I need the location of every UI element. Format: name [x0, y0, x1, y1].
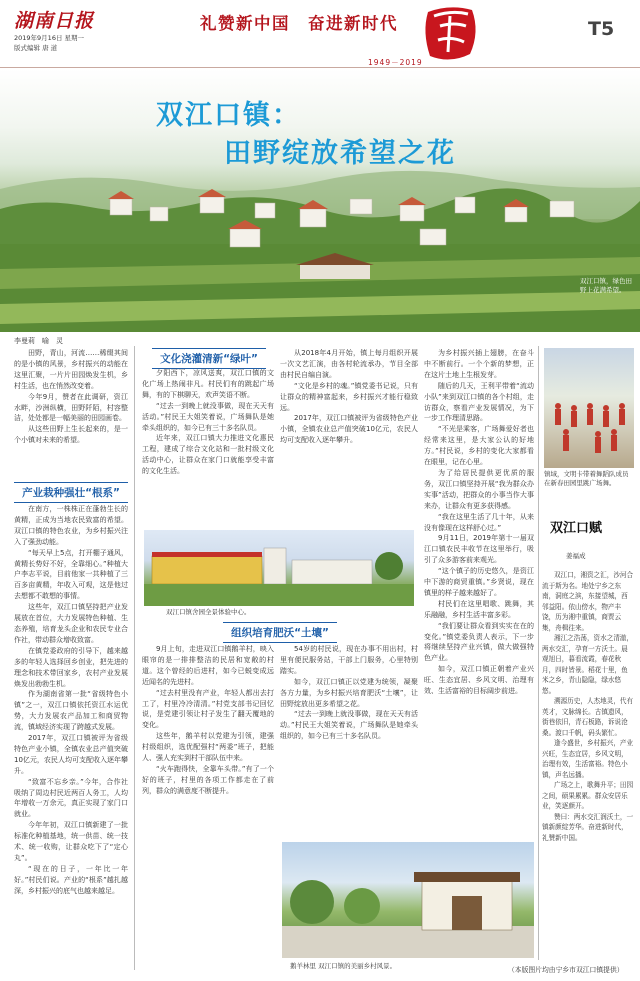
- lead-paragraph: 从这些田野上生长起来的，是一个小镇对未来的希望。: [14, 425, 128, 445]
- square-dance-caption: 镇域，文明卡带着舞蹈队成员在新春田园里跳广场舞。: [544, 470, 629, 487]
- seventy-seal-icon: [420, 2, 482, 66]
- body-paragraph: “过去村里没有产业，年轻人都出去打工了，村里冷冷清清。”村党支部书记回忆说，是党建引领让村子发生了翻天覆地的变化。: [142, 688, 274, 730]
- section-organization-body-right: [280, 644, 418, 830]
- section-heading-organization: 组织培育肥沃“土壤”: [142, 622, 418, 643]
- newspaper-logo: 湖南日报: [14, 10, 95, 32]
- headline-line2: 田野绽放希望之花: [224, 138, 456, 169]
- body-paragraph: 9月上旬，走进双江口镇鹅羊村，映入眼帘的是一排排整洁的民居和宽敞的村道。这个曾经的后进村，如今已蜕变成远近闻名的先进村。: [142, 645, 274, 686]
- village-gate-caption: 鹅羊林里 双江口镇的美丽乡村风景。: [290, 962, 397, 970]
- body-paragraph: 2017年，双江口镇被评为省级特色产业小镇，全镇农业总产值突破10亿元，农民人均可支配收入逐年攀升。: [280, 414, 418, 445]
- page-number: T5: [588, 18, 615, 40]
- body-paragraph: 如今，双江口镇正朝着产业兴旺、生态宜居、乡风文明、治理有效、生活富裕的目标阔步前进。: [424, 665, 534, 696]
- section-culture-body-right: [280, 348, 418, 528]
- byline: 李曼莉 喻 灵: [14, 337, 63, 345]
- body-paragraph: 如今，双江口镇正以党建为统领，凝聚各方力量，为乡村振兴培育肥沃“土壤”，让田野绽放出更多希望之花。: [280, 677, 418, 708]
- body-paragraph: “现在的日子，一年比一年好。”村民们说。产业的“根系”越扎越深，乡村振兴的底气也越来越足。: [14, 864, 128, 895]
- article-headline: [156, 97, 456, 173]
- column-divider: [134, 346, 135, 970]
- headline-line1: 双江口镇：: [156, 100, 301, 131]
- photo-credit: （本版图片均由宁乡市双江口镇提供）: [508, 966, 624, 974]
- body-paragraph: 这些年，双江口镇坚持把产业发展放在首位，大力发展特色种植、生态养殖，培育龙头企业和农民专业合作社，带动群众增收致富。: [14, 603, 128, 644]
- dancers-icon: [544, 348, 634, 468]
- lead-paragraph: 田野，青山，河流……稀缀其间的是小镇的风景，乡村振兴的动能在这里汇聚，一片片田园焕发生机，乡村生活，也在悄然改变着。: [14, 349, 128, 390]
- body-paragraph: 随后的几天，王利平带着“流动小队”来到双江口镇的各个村组，走访群众，察看产业发展情况，为下一步工作理清思路。: [424, 381, 534, 423]
- poem-paragraph: 双江口，湘资之汇，沙河合流于斯为名。地处宁乡之东南，洞庭之滨，东接望城，西邻益阳。依山傍水，物产丰饶，历为湘中重镇，商贾云集，舟楫往来。: [542, 571, 634, 632]
- issue-editor: 版式编辑 唐 道: [14, 44, 58, 52]
- lead-paragraphs: [14, 348, 128, 470]
- body-paragraph: 2017年，双江口镇被评为省级特色产业小镇，全镇农业总产值突破10亿元，农民人均可支配收入逐年攀升。: [14, 734, 128, 775]
- body-paragraph: “这个镇子的历史悠久，是资江中下游的商贸重镇。”乡贤说，现在镇里的样子越来越好了。: [424, 567, 534, 597]
- anniversary-slogan: 礼赞新中国 奋进新时代: [200, 14, 398, 33]
- body-paragraph: “致富不忘乡亲。”今年，合作社吸纳了周边村民近两百人务工，人均年增收一万余元，真正实现了家门口就业。: [14, 777, 128, 819]
- square-dance-photo: [544, 348, 634, 468]
- poem-paragraph: 湘江之浩荡，资水之清澈，两水交汇，孕育一方沃土。晨观旭日，暮看流霞，春花秋月，四时皆景。稻花十里，鱼米之乡，青山隐隐，绿水悠悠。: [542, 634, 634, 695]
- hero-caption: 双江口镇，绿色田野上花满希望。: [580, 277, 632, 294]
- culture-center-photo: [144, 530, 414, 606]
- section-culture-body-left: [142, 368, 274, 528]
- body-paragraph: “过去一到晚上就没事做，现在天天有活动。”村民王大姐笑着说，广场舞队是她牵头组织的，如今已有三十多名队员。: [280, 710, 418, 741]
- body-paragraph: 为乡村振兴插上翅膀，在奋斗中不断前行。一个个新的梦想，正在这片土地上生根发芽。: [424, 349, 534, 379]
- hero-aerial-photo: [0, 69, 640, 332]
- section-organization-body-left: [142, 644, 274, 972]
- section-continued-body: [424, 348, 534, 834]
- body-paragraph: 在南方，一株株正在蓬勃生长的黄精，正成为当地农民致富的希望。双江口镇的特色农业，为乡村振兴注入了强劲动能。: [14, 505, 128, 546]
- issue-info: [14, 33, 84, 53]
- poem-paragraph: 逢今盛世，乡村振兴，产业兴旺，生态宜居，乡风文明，治理有效，生活富裕。特色小镇，声名远播。: [542, 739, 634, 779]
- body-paragraph: 9月11日，2019年第十一届双江口镇农民丰收节在这里举行，吸引了众多游客前来观光。: [424, 534, 534, 565]
- body-paragraph: 近年来，双江口镇大力推进文化惠民工程，建成了综合文化站和一批村级文化活动中心，让群众在家门口就能享受丰富的文化生活。: [142, 434, 274, 476]
- body-paragraph: 今年年初，双江口镇新建了一批标准化种植基地，统一供苗、统一技术、统一收购，让群众吃下了“定心丸”。: [14, 821, 128, 862]
- village-gate-photo: [282, 842, 534, 958]
- body-paragraph: 作为湖南省第一批“省级特色小镇”之一，双江口镇依托资江水运优势，大力发展农产品加工和商贸物流，镇域经济实现了跨越式发展。: [14, 690, 128, 732]
- poem-paragraph: 溯源历史，人杰地灵，代有英才，文脉绵长。古镇遗风，街巷依旧，青石板路，诉说沧桑。渡口千帆，码头繁忙。: [542, 697, 634, 737]
- culture-center-caption: 双江口镇舍园全景体验中心。: [166, 608, 251, 616]
- fu-author: 姜福成: [566, 552, 586, 560]
- poem-paragraph: 赞曰：两水交汇润沃土，一镇新颜绽芳华。奋进新时代，礼赞新中国。: [542, 812, 634, 842]
- poem-paragraph: 广场之上，歌舞升平；田园之间，硕果累累。群众安居乐业，笑逐颜开。: [542, 781, 634, 810]
- body-paragraph: 从2018年4月开始，镇上每月组织开展一次文艺汇演，由各村轮流承办，节目全部由村民自编自演。: [280, 349, 418, 379]
- body-paragraph: “过去一到晚上就没事做，现在天天有活动。”村民王大姐笑着说，广场舞队是她牵头组织的，如今已有三十多名队员。: [142, 401, 274, 432]
- body-paragraph: “每天早上5点，打开棚子通风，黄精长势好不好，全靠细心。”种植大户李志平说，目前他家一共种植了三百多亩黄精，年收入可观，这是他过去想都不敢想的事情。: [14, 548, 128, 601]
- body-paragraph: “不光是乘客，广场舞爱好者也经常来这里，是大家公认的好地方。”村民说，乡村的变化大家都看在眼里，记在心里。: [424, 425, 534, 467]
- body-paragraph: “文化是乡村的魂。”镇党委书记说，只有让群众的精神富起来，乡村振兴才能行稳致远。: [280, 381, 418, 412]
- culture-center-building-icon: [144, 530, 414, 606]
- body-paragraph: 在镇党委政府的引导下，越来越多的年轻人选择回乡创业，把先进的理念和技术带回家乡，农村产业发展焕发出勃勃生机。: [14, 646, 128, 688]
- section-industry-body: [14, 504, 128, 972]
- body-paragraph: “我们要让群众看到实实在在的变化。”镇党委负责人表示，下一步将继续坚持产业兴镇，做大做强特色产业。: [424, 621, 534, 663]
- section-heading-industry: 产业栽种强壮“根系”: [14, 482, 128, 503]
- body-paragraph: 村民们在这里唱歌、跳舞，其乐融融，乡村生活丰富多彩。: [424, 599, 534, 619]
- column-divider: [538, 346, 539, 960]
- fu-poem: [542, 570, 634, 843]
- anniversary-years: 1949－2019: [368, 58, 423, 67]
- body-paragraph: 夕阳西下，凉风送爽，双江口镇的文化广场上热闹非凡。村民们有的跳起广场舞，有的下棋聊天，欢声笑语不断。: [142, 369, 274, 399]
- body-paragraph: 54岁的村民说，现在办事不用出村，村里有便民服务站，干部上门服务，心里特别踏实。: [280, 645, 418, 675]
- issue-date: 2019年9月16日 星期一: [14, 34, 85, 42]
- body-paragraph: “我在这里生活了几十年，从来没有像现在这样舒心过。”: [424, 512, 534, 532]
- fu-title: 双江口赋: [550, 521, 603, 536]
- body-paragraph: 这些年，鹅羊村以党建为引领，建强村级组织，选优配强村“两委”班子，把能人、强人充实到村干部队伍中来。: [142, 732, 274, 763]
- masthead: [0, 0, 640, 68]
- village-gate-icon: [282, 842, 534, 958]
- body-paragraph: 为了给居民提供更优质的服务，双江口镇坚持开展“我为群众办实事”活动，把群众的小事当作大事来办，让群众有更多获得感。: [424, 468, 534, 510]
- lead-paragraph: 今年9月，赞者在此调研，资江水畔，沙洲纵横，田野阡陌，村容整洁，处处都是一幅美丽的田园画卷。: [14, 392, 128, 423]
- body-paragraph: “火车跑得快，全靠车头带。”有了一个好的班子，村里的各项工作都走在了前列，群众的满意度不断提升。: [142, 764, 274, 795]
- section-heading-culture: 文化浇灌清新“绿叶”: [142, 348, 276, 369]
